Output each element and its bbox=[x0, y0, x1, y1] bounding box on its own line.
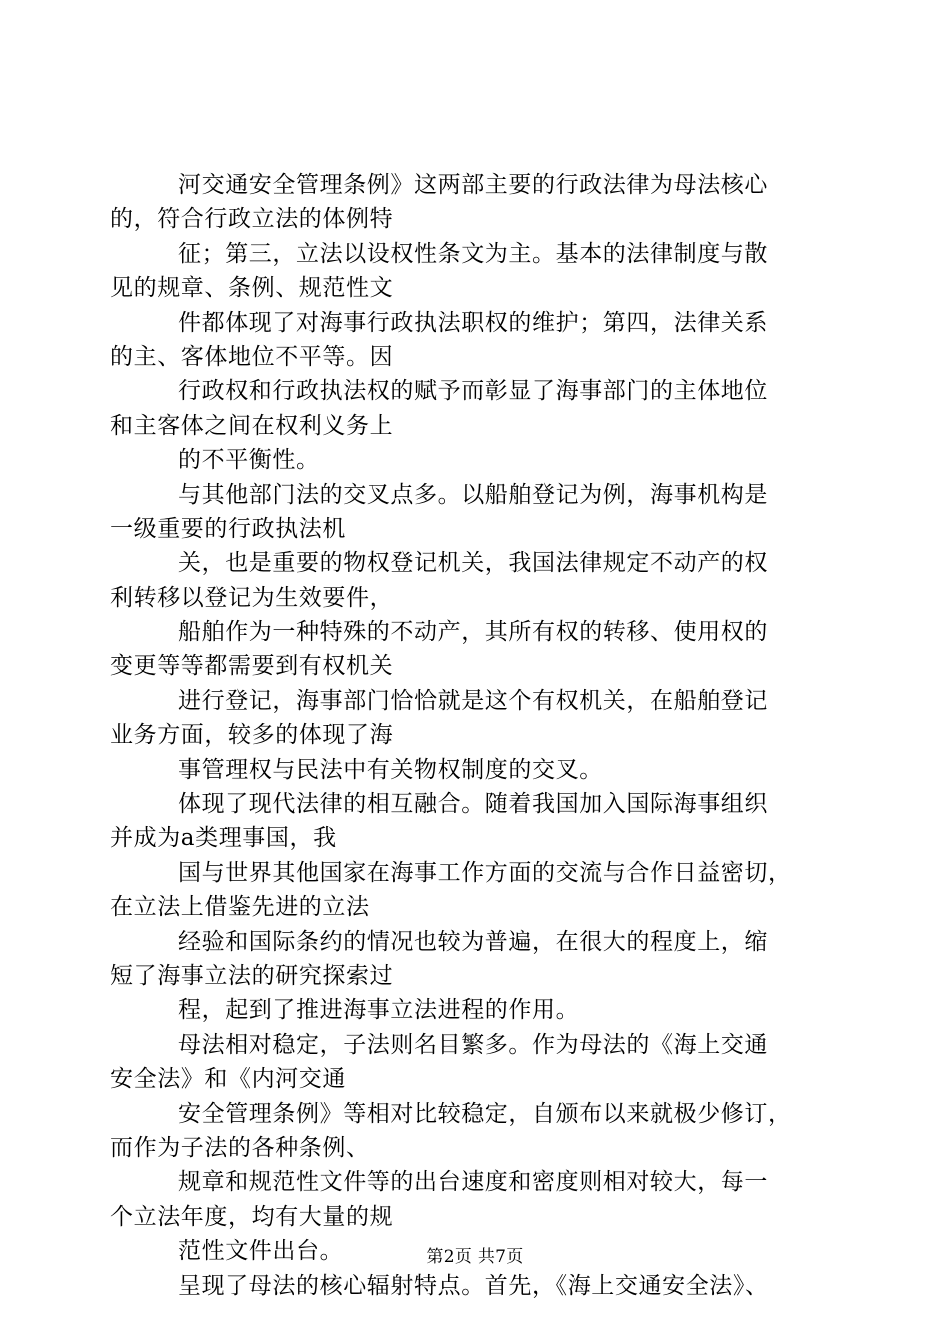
text-line: 行政权和行政执法权的赋予而彰显了海事部门的主体地位 bbox=[178, 378, 768, 405]
text-line: 变更等等都需要到有权机关 bbox=[110, 653, 394, 680]
text-line: 事管理权与民法中有关物权制度的交叉。 bbox=[178, 756, 603, 783]
text-line: 国与世界其他国家在海事工作方面的交流与合作日益密切， bbox=[178, 859, 792, 886]
text-line: 程，起到了推进海事立法进程的作用。 bbox=[178, 997, 580, 1024]
text-line: 船舶作为一种特殊的不动产，其所有权的转移、使用权的 bbox=[178, 619, 768, 646]
text-line: 见的规章、条例、规范性文 bbox=[110, 275, 394, 302]
text-line: 与其他部门法的交叉点多。以船舶登记为例，海事机构是 bbox=[178, 481, 768, 508]
text-line: 的主、客体地位不平等。因 bbox=[110, 343, 394, 370]
page-footer: 第2页 共7页 bbox=[426, 1247, 524, 1267]
text-line: 并成为a类理事国，我 bbox=[110, 825, 337, 852]
text-line: 河交通安全管理条例》这两部主要的行政法律为母法核心 bbox=[178, 172, 768, 198]
text-line: 范性文件出台。 bbox=[178, 1238, 344, 1265]
text-line: 短了海事立法的研究探索过 bbox=[110, 962, 394, 989]
text-line: 件都体现了对海事行政执法职权的维护；第四，法律关系 bbox=[178, 309, 768, 336]
text-line: 安全管理条例》等相对比较稳定，自颁布以来就极少修订， bbox=[178, 1100, 792, 1127]
text-line: 呈现了母法的核心辐射特点。首先，《海上交通安全法》、 bbox=[178, 1272, 769, 1299]
text-line: 利转移以登记为生效要件， bbox=[110, 584, 394, 611]
text-line: 的，符合行政立法的体例特 bbox=[110, 206, 394, 233]
document-body bbox=[110, 168, 840, 1303]
text-line: 进行登记，海事部门恰恰就是这个有权机关，在船舶登记 bbox=[178, 687, 768, 714]
text-line: 经验和国际条约的情况也较为普遍，在很大的程度上，缩 bbox=[178, 928, 768, 955]
text-line: 征；第三，立法以设权性条文为主。基本的法律制度与散 bbox=[178, 240, 768, 267]
text-line: 的不平衡性。 bbox=[178, 447, 320, 474]
text-line: 和主客体之间在权利义务上 bbox=[110, 412, 394, 439]
text-line: 在立法上借鉴先进的立法 bbox=[110, 894, 370, 921]
text-line: 个立法年度，均有大量的规 bbox=[110, 1203, 394, 1230]
text-line: 而作为子法的各种条例、 bbox=[110, 1134, 370, 1161]
text-line: 母法相对稳定，子法则名目繁多。作为母法的《海上交通 bbox=[178, 1031, 768, 1058]
text-line: 关，也是重要的物权登记机关，我国法律规定不动产的权 bbox=[178, 550, 768, 577]
text-line: 体现了现代法律的相互融合。随着我国加入国际海事组织 bbox=[178, 791, 768, 818]
text-line: 规章和规范性文件等的出台速度和密度则相对较大，每一 bbox=[178, 1169, 768, 1196]
text-line: 一级重要的行政执法机 bbox=[110, 515, 346, 542]
text-line: 安全法》和《内河交通 bbox=[110, 1066, 346, 1093]
text-line: 业务方面，较多的体现了海 bbox=[110, 722, 394, 749]
